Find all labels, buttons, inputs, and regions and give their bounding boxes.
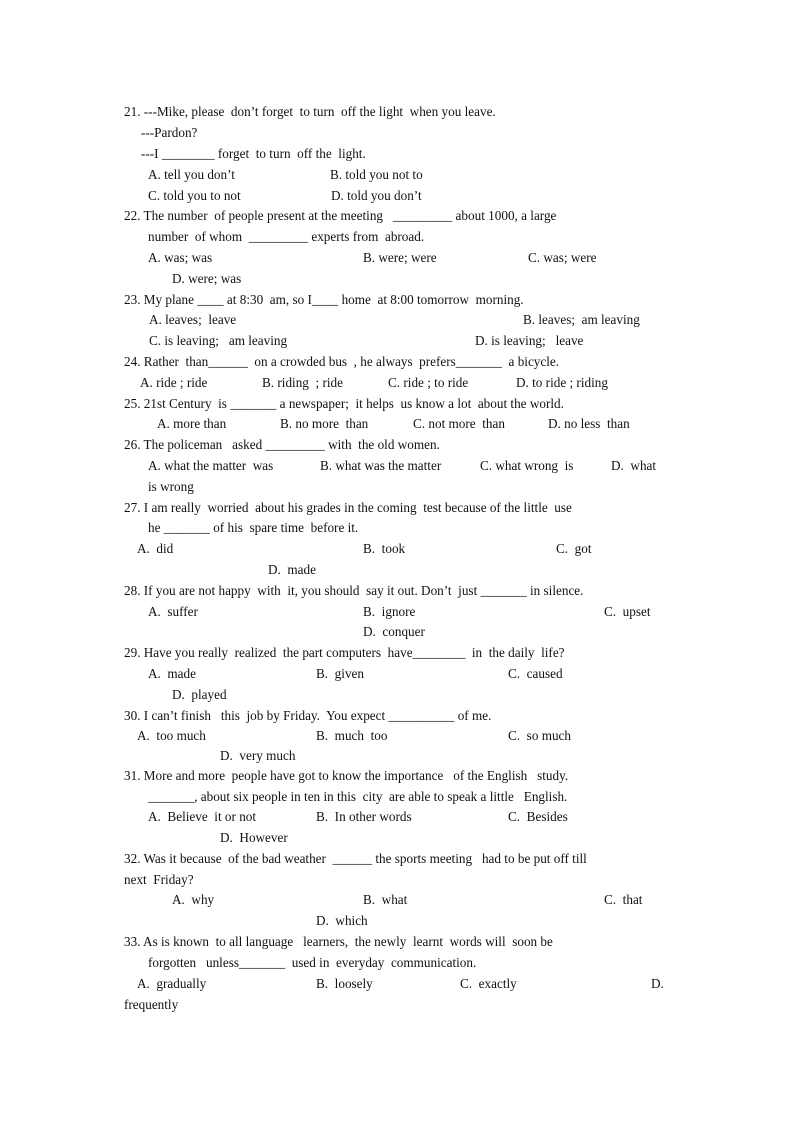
q28-option-a: A. suffer — [148, 604, 198, 619]
q32-option-d: D. which — [316, 913, 368, 928]
q22-option-d: D. were; was — [172, 271, 242, 286]
q22-option-a: A. was; was — [148, 250, 213, 265]
q33-stem-line1: 33. As is known to all language learners, the newly learnt words will soon be — [124, 934, 553, 949]
q28-option-c: C. upset — [604, 604, 651, 619]
q30-option-c: C. so much — [508, 728, 572, 743]
q31-option-b: B. In other words — [316, 809, 412, 824]
q22-stem-line1: 22. The number of people present at the meeting _________ about 1000, a large — [124, 208, 557, 223]
q29-option-a: A. made — [148, 666, 196, 681]
q23-stem-line1: 23. My plane ____ at 8:30 am, so I____ home at 8:00 tomorrow morning. — [124, 292, 524, 307]
q22-option-b: B. were; were — [363, 250, 437, 265]
q23-option-a: A. leaves; leave — [149, 312, 237, 327]
q22-stem-line2: number of whom _________ experts from abroad. — [148, 229, 425, 244]
q24-option-d: D. to ride ; riding — [516, 375, 608, 390]
q30-option-a: A. too much — [137, 728, 206, 743]
q32-option-b: B. what — [363, 892, 408, 907]
q21-option-d: D. told you don’t — [331, 188, 422, 203]
q27-option-d: D. made — [268, 562, 316, 577]
q28-option-b: B. ignore — [363, 604, 416, 619]
q33-option-a: A. gradually — [137, 976, 207, 991]
q30-option-d: D. very much — [220, 748, 296, 763]
q32-option-a: A. why — [172, 892, 215, 907]
q32-stem-line1: 32. Was it because of the bad weather ______ the sports meeting had to be put off till — [124, 851, 587, 866]
q26-option-a: A. what the matter was — [148, 458, 274, 473]
q29-option-c: C. caused — [508, 666, 563, 681]
q33-stem-line2: forgotten unless_______ used in everyday communication. — [148, 955, 477, 970]
q22-option-c: C. was; were — [528, 250, 597, 265]
q28-stem-line1: 28. If you are not happy with it, you should say it out. Don’t just _______ in silence. — [124, 583, 584, 598]
q21-option-c: C. told you to not — [148, 188, 241, 203]
q30-option-b: B. much too — [316, 728, 388, 743]
q21-stem-line3: ---I ________ forget to turn off the light. — [141, 146, 366, 161]
q21-stem-line2: ---Pardon? — [141, 125, 198, 140]
q29-option-b: B. given — [316, 666, 364, 681]
q25-stem-line1: 25. 21st Century is _______ a newspaper; it helps us know a lot about the world. — [124, 396, 564, 411]
q26-stem-line1: 26. The policeman asked _________ with the old women. — [124, 437, 440, 452]
q27-stem-line1: 27. I am really worried about his grades in the coming test because of the little use — [124, 500, 572, 515]
q21-stem-line1: 21. ---Mike, please don’t forget to turn off the light when you leave. — [124, 104, 496, 119]
q33-option-d: D. — [651, 976, 664, 991]
q33-option-b: B. loosely — [316, 976, 373, 991]
q29-stem-line1: 29. Have you really realized the part computers have________ in the daily life? — [124, 645, 565, 660]
q27-option-c: C. got — [556, 541, 592, 556]
q25-option-d: D. no less than — [548, 416, 630, 431]
q23-option-b: B. leaves; am leaving — [523, 312, 640, 327]
q25-option-b: B. no more than — [280, 416, 369, 431]
q27-option-b: B. took — [363, 541, 406, 556]
q31-option-c: C. Besides — [508, 809, 568, 824]
q29-option-d: D. played — [172, 687, 227, 702]
q24-stem-line1: 24. Rather than______ on a crowded bus , he always prefers_______ a bicycle. — [124, 354, 560, 369]
q31-option-a: A. Believe it or not — [148, 809, 257, 824]
q27-stem-line2: he _______ of his spare time before it. — [148, 520, 359, 535]
q33-option-d-continued: frequently — [124, 997, 179, 1012]
q30-stem-line1: 30. I can’t finish this job by Friday. You expect __________ of me. — [124, 708, 492, 723]
q26-option-d-continued: is wrong — [148, 479, 194, 494]
q24-option-c: C. ride ; to ride — [388, 375, 469, 390]
q33-option-c: C. exactly — [460, 976, 517, 991]
q32-stem-line2: next Friday? — [124, 872, 194, 887]
q32-option-c: C. that — [604, 892, 643, 907]
q23-option-c: C. is leaving; am leaving — [149, 333, 288, 348]
q21-option-b: B. told you not to — [330, 167, 423, 182]
q31-stem-line1: 31. More and more people have got to know the importance of the English study. — [124, 768, 569, 783]
q23-option-d: D. is leaving; leave — [475, 333, 584, 348]
q26-option-c: C. what wrong is — [480, 458, 574, 473]
q25-option-a: A. more than — [157, 416, 227, 431]
q28-option-d: D. conquer — [363, 624, 425, 639]
q26-option-b: B. what was the matter — [320, 458, 442, 473]
q26-option-d: D. what — [611, 458, 657, 473]
q25-option-c: C. not more than — [413, 416, 505, 431]
q24-option-a: A. ride ; ride — [140, 375, 208, 390]
q27-option-a: A. did — [137, 541, 174, 556]
q24-option-b: B. riding ; ride — [262, 375, 343, 390]
q31-stem-line2: _______, about six people in ten in this city are able to speak a little English. — [148, 789, 568, 804]
q31-option-d: D. However — [220, 830, 288, 845]
q21-option-a: A. tell you don’t — [148, 167, 235, 182]
